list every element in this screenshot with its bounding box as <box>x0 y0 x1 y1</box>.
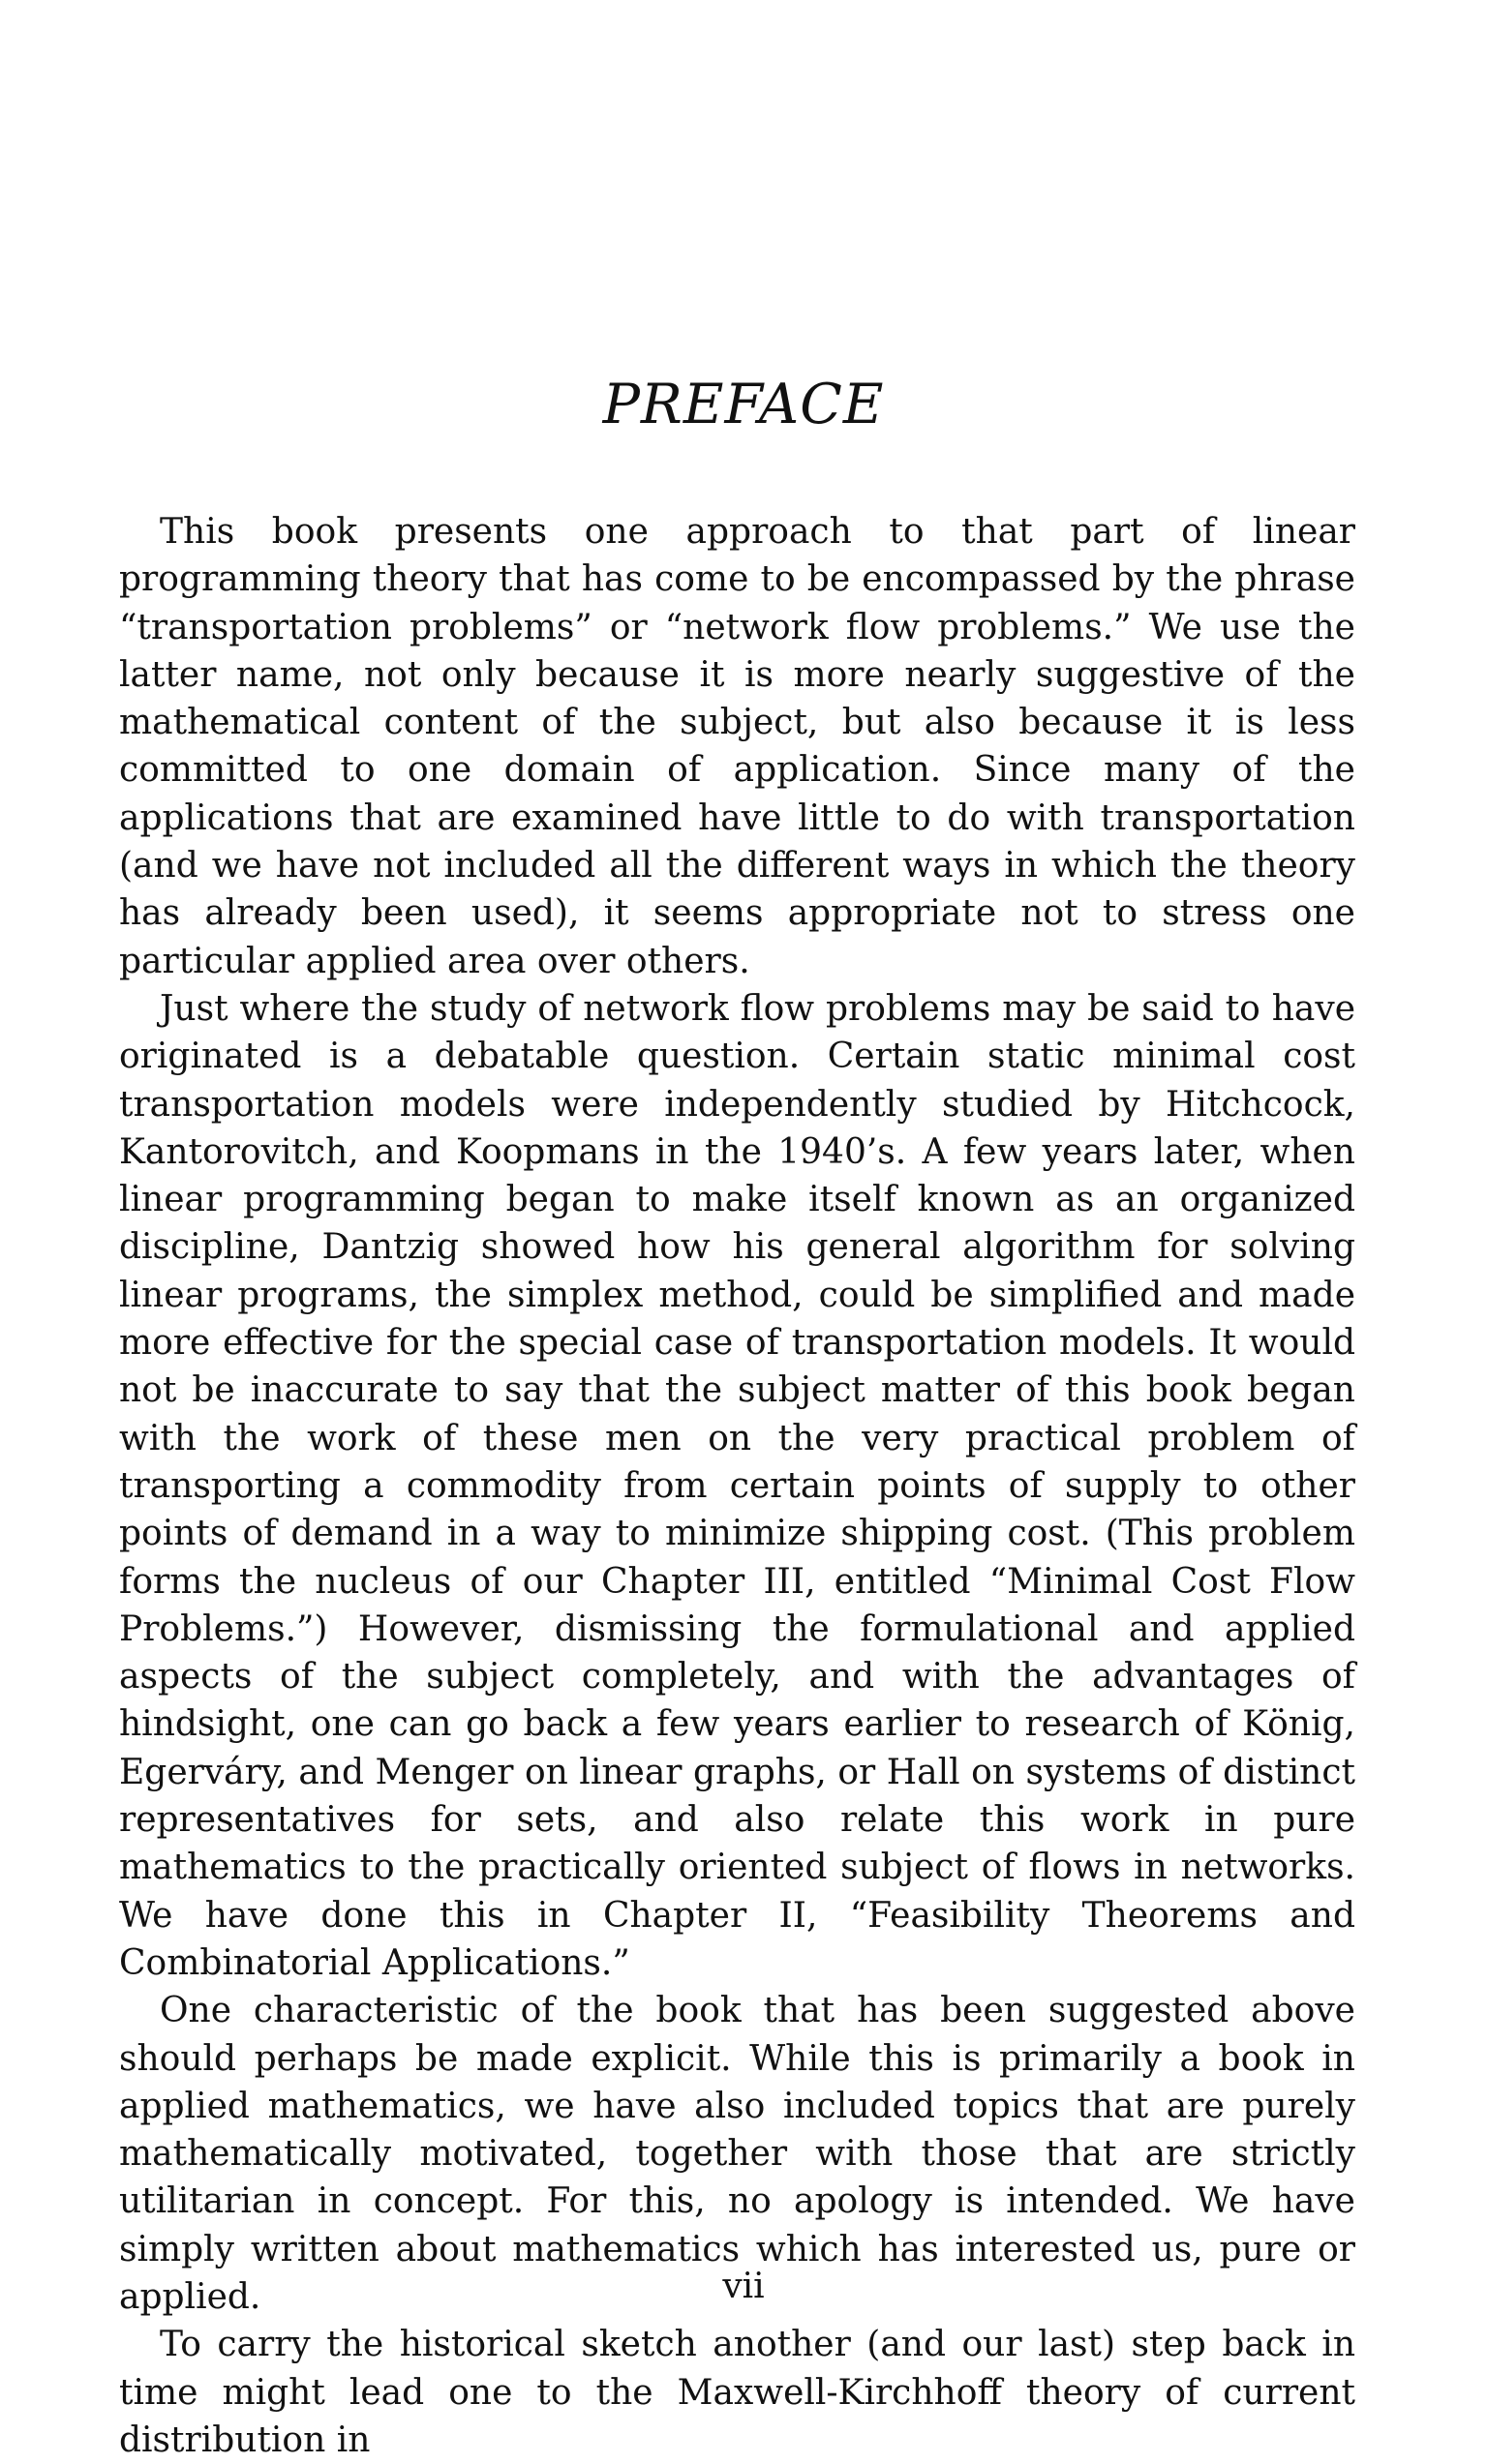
paragraph-2: Just where the study of network flow problems may be said to have originated is a debatable question. Certain static minimal cost transportation models were independently studied by Hitchcock, Kantorovitch, and Koopmans in the 1940’s. A few years later, when linear programming began to make itself known as an organized discipline, Dantzig showed how his general algorithm for solving linear programs, the simplex method, could be simplified and made more effective for the special case of transportation models. It would not be inaccurate to say that the subject matter of this book began with the work of these men on the very practical problem of transporting a commodity from certain points of supply to other points of demand in a way to minimize shipping cost. (This problem forms the nucleus of our Chapter III, entitled “Minimal Cost Flow Problems.”) However, dismissing the formulational and applied aspects of the subject completely, and with the advantages of hindsight, one can go back a few years earlier to research of König, Egerváry, and Menger on linear graphs, or Hall on systems of distinct representatives for sets, and also relate this work in pure mathematics to the practically oriented subject of flows in networks. We have done this in Chapter II, “Feasibility Theorems and Combinatorial Applications.” <box>119 988 1355 1983</box>
paragraph-1: This book presents one approach to that part of linear programming theory that has come to be encompassed by the phrase “transportation problems” or “network flow problems.” We use the latter name, not only because it is more nearly suggestive of the mathematical content of the subject, but also because it is less committed to one domain of application. Since many of the applications that are examined have little to do with transportation (and we have not included all the different ways in which the theory has already been used), it seems appropriate not to stress one particular applied area over others. <box>119 512 1355 981</box>
paragraph-4: To carry the historical sketch another (and our last) step back in time might lead one to the Maxwell-Kirchhoff theory of current distribution in <box>119 2325 1355 2460</box>
paragraph-3: One characteristic of the book that has been suggested above should perhaps be made explicit. While this is primarily a book in applied mathematics, we have also included topics that are purely mathematically motivated, together with those that are strictly utilitarian in concept. For this, no apology is intended. We have simply written about mathematics which has interested us, pure or applied. <box>119 1991 1355 2317</box>
body-text <box>119 508 1355 2464</box>
page-number: vii <box>722 2267 765 2306</box>
page-title: PREFACE <box>602 373 885 436</box>
